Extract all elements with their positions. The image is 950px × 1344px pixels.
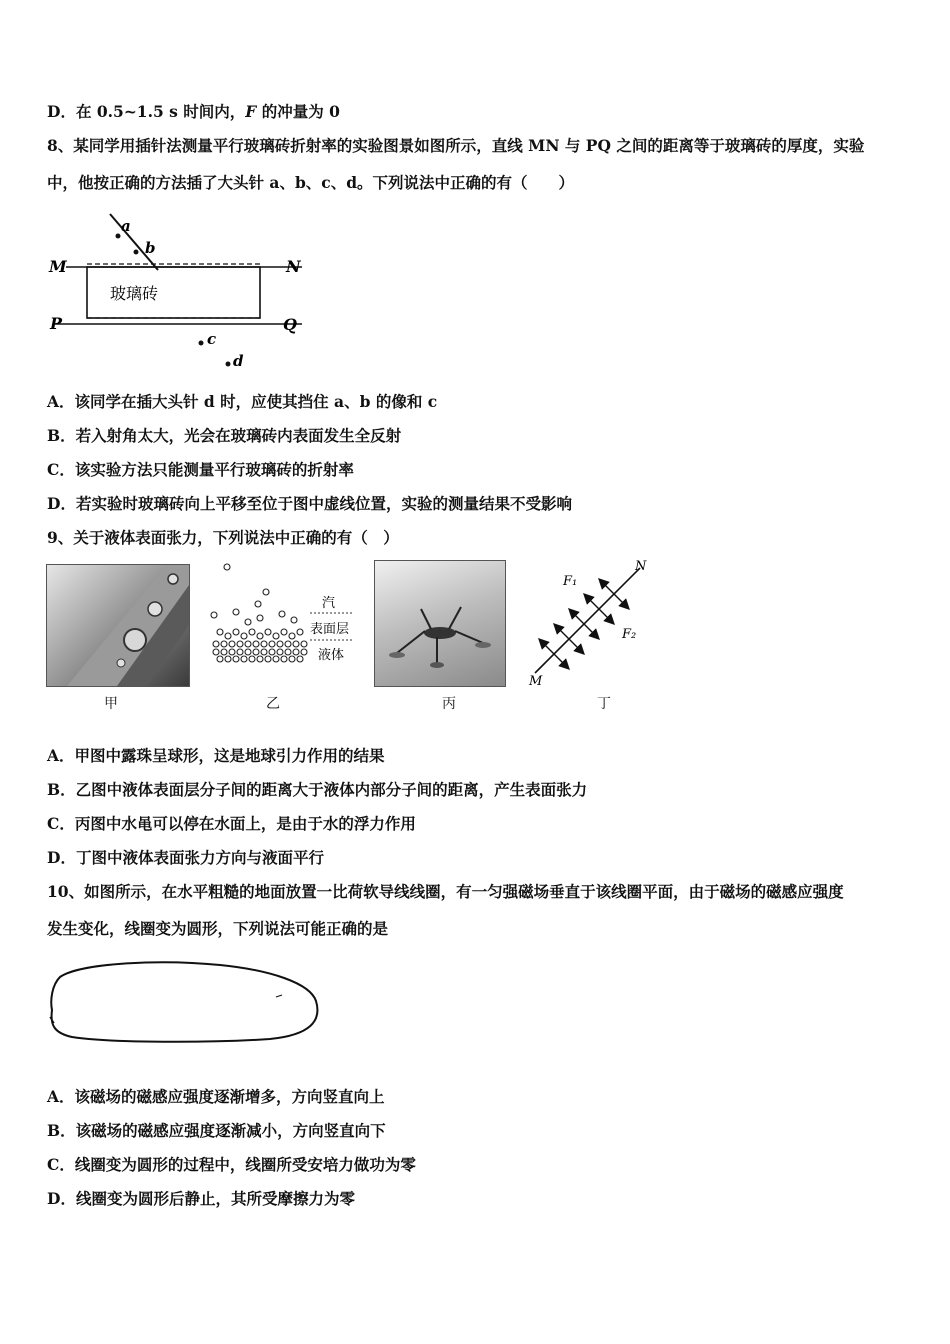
- q10-option-a: A．该磁场的磁感应强度逐渐增多，方向竖直向上: [47, 1087, 385, 1106]
- label-Q: Q: [283, 315, 297, 334]
- label-a: a: [121, 217, 131, 235]
- q8-option-d: D．若实验时玻璃砖向上平移至位于图中虚线位置，实验的测量结果不受影响: [47, 494, 572, 513]
- glass-block-label: 玻璃砖: [110, 284, 159, 303]
- caption-ding: 丁: [597, 696, 611, 712]
- caption-bing: 丙: [442, 696, 456, 712]
- q8-stem-line1: 8、某同学用插针法测量平行玻璃砖折射率的实验图景如图所示，直线 MN 与 PQ 之间的距离等于玻璃砖的厚度，实验: [47, 136, 865, 155]
- label-N-ding: N: [635, 559, 647, 574]
- q9-stem: 9、关于液体表面张力，下列说法中正确的有（ ）: [47, 528, 399, 547]
- q9-option-b: B．乙图中液体表面层分子间的距离大于液体内部分子间的距离，产生表面张力: [47, 780, 588, 799]
- wire-loop-figure: [40, 955, 330, 1050]
- q9-option-d: D．丁图中液体表面张力方向与液面平行: [47, 848, 324, 867]
- label-F2: F₂: [622, 627, 637, 642]
- label-M-ding: M: [529, 674, 543, 688]
- q7-option-d: D．在 0.5~1.5 s 时间内，F 的冲量为 0: [47, 102, 340, 121]
- caption-yi: 乙: [266, 696, 280, 712]
- glass-block-figure: [40, 210, 320, 380]
- vapor-label: 汽: [322, 596, 336, 611]
- q8-option-b: B．若入射角太大，光会在玻璃砖内表面发生全反射: [47, 426, 402, 445]
- q10-stem-line2: 发生变化，线圈变为圆形，下列说法可能正确的是: [47, 919, 389, 938]
- label-F1: F₁: [563, 574, 578, 589]
- label-M: M: [49, 257, 67, 276]
- label-N: N: [286, 257, 301, 276]
- q10-option-c: C．线圈变为圆形的过程中，线圈所受安培力做功为零: [47, 1155, 416, 1174]
- q10-stem-line1: 10、如图所示，在水平粗糙的地面放置一比荷软导线线圈，有一匀强磁场垂直于该线圈平面，由于磁场的磁感应强度: [47, 882, 844, 901]
- q8-option-c: C．该实验方法只能测量平行玻璃砖的折射率: [47, 460, 354, 479]
- label-d: d: [233, 352, 244, 370]
- liquid-label: 液体: [318, 648, 345, 663]
- molecule-diagram: [200, 560, 365, 670]
- label-b: b: [145, 239, 156, 257]
- caption-jia: 甲: [104, 696, 118, 712]
- q9-option-a: A．甲图中露珠呈球形，这是地球引力作用的结果: [47, 746, 385, 765]
- label-P: P: [50, 314, 63, 333]
- label-c: c: [207, 330, 217, 348]
- surface-tension-force-diagram: [525, 558, 655, 688]
- q8-stem-line2: 中，他按正确的方法插了大头针 a、b、c、d。下列说法中正确的有（ ）: [47, 173, 575, 192]
- water-strider-photo: [374, 560, 506, 687]
- q8-option-a: A．该同学在插大头针 d 时，应使其挡住 a、b 的像和 c: [47, 392, 438, 411]
- dewdrop-photo: [46, 564, 190, 687]
- q10-option-d: D．线圈变为圆形后静止，其所受摩擦力为零: [47, 1189, 355, 1208]
- q10-option-b: B．该磁场的磁感应强度逐渐减小，方向竖直向下: [47, 1121, 386, 1140]
- q9-option-c: C．丙图中水黾可以停在水面上，是由于水的浮力作用: [47, 814, 416, 833]
- surface-layer-label: 表面层: [310, 622, 350, 637]
